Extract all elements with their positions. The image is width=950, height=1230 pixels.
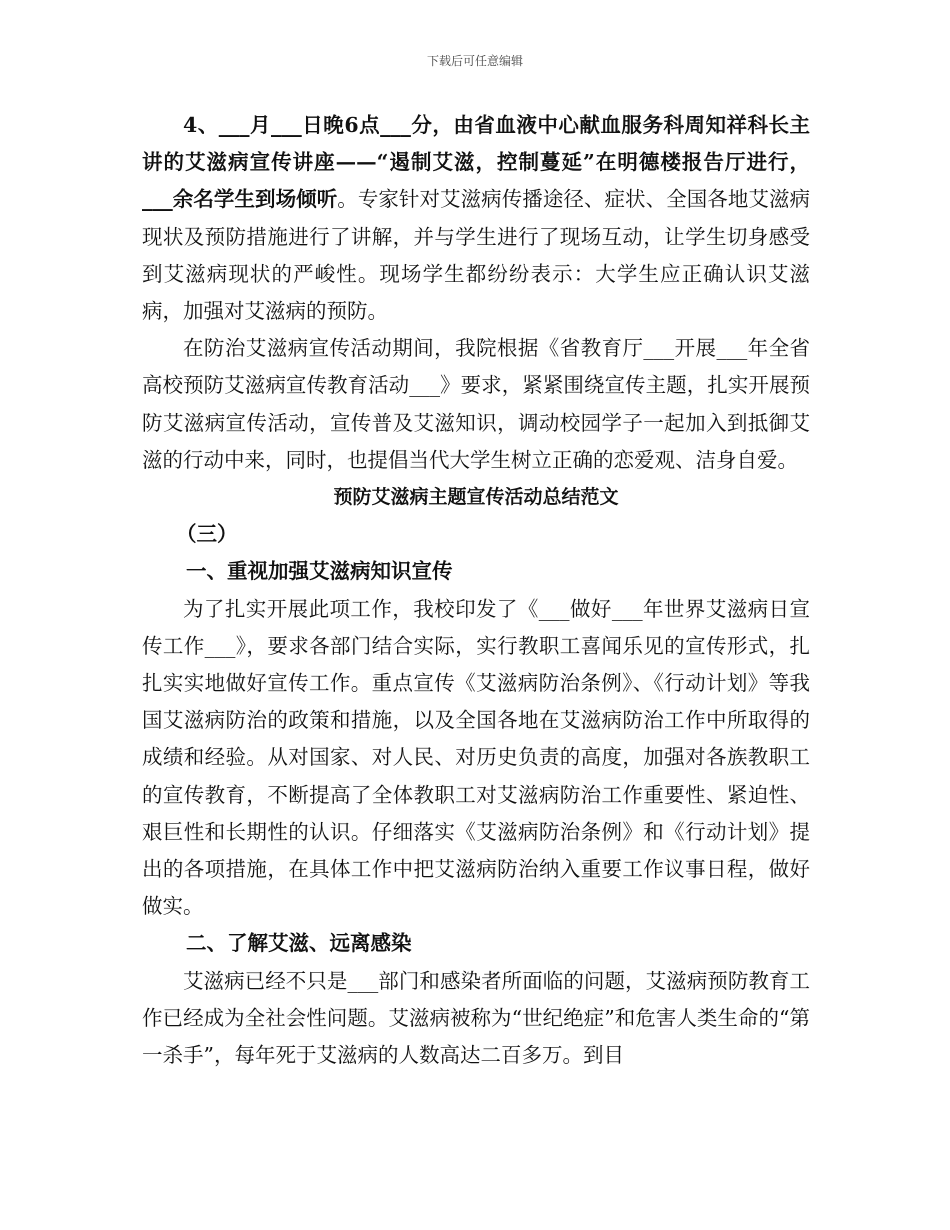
- page-header-note: 下载后可任意编辑: [426, 54, 523, 68]
- section-title: 预防艾滋病主题宣传活动总结范文: [333, 486, 619, 509]
- heading-understand-aids: 二、了解艾滋、远离感染: [186, 931, 412, 956]
- paragraph-publicity: 为了扎实开展此项工作，我校印发了《___做好___年世界艾滋病日宣传工作___》，要求各部门结合实际，实行教职工喜闻乐见的宣传形式，扎扎实实地做好宣传工作。重点宣传《艾滋病防治条例》、《行动计划》等我国艾滋病防治的政策和措施，以及全国各地在艾滋病防治工作中所取得的成绩和经验。从对国家、对人民、对历史负责的高度，加强对各族教职工的宣传教育，不断提高了全体教职工对艾滋病防治工作重要性、紧迫性、艰巨性和长期性的认识。仔细落实《艾滋病防治条例》和《行动计划》提出的各项措施，在具体工作中把艾滋病防治纳入重要工作议事日程，做好做实。: [142, 596, 810, 919]
- paragraph-understand: 艾滋病已经不只是___部门和感染者所面临的问题，艾滋病预防教育工作已经成为全社会性问题。艾滋病被称为“世纪绝症”和危害人类生命的“第一杀手”，每年死于艾滋病的人数高达二百多万。到目: [142, 968, 810, 1068]
- document-body: [142, 107, 810, 1074]
- section-number: （三）: [176, 522, 238, 547]
- paragraph-campaign: 在防治艾滋病宣传活动期间，我院根据《省教育厅___开展___年全省高校预防艾滋病宣传教育活动___》要求，紧紧围绕宣传主题，扎实开展预防艾滋病宣传活动，宣传普及艾滋知识，调动校园学子一起加入到抵御艾滋的行动中来，同时，也提倡当代大学生树立正确的恋爱观、洁身自爱。: [142, 336, 810, 472]
- heading-knowledge-publicity: 一、重视加强艾滋病知识宣传: [186, 559, 453, 584]
- paragraph-lecture: [142, 107, 810, 330]
- paragraph-lecture-rest: 。专家针对艾滋病传播途径、症状、全国各地艾滋病现状及预防措施进行了讲解，并与学生进行了现场互动，让学生切身感受到艾滋病现状的严峻性。现场学生都纷纷表示：大学生应正确认识艾滋病，加强对艾滋病的预防。: [142, 187, 811, 324]
- paragraph-lecture-bold: 4、___月___日晚6点___分，由省血液中心献血服务科周知祥科长主讲的艾滋病宣传讲座——“遏制艾滋，控制蔓延”在明德楼报告厅进行，___余名学生到场倾听: [142, 113, 810, 212]
